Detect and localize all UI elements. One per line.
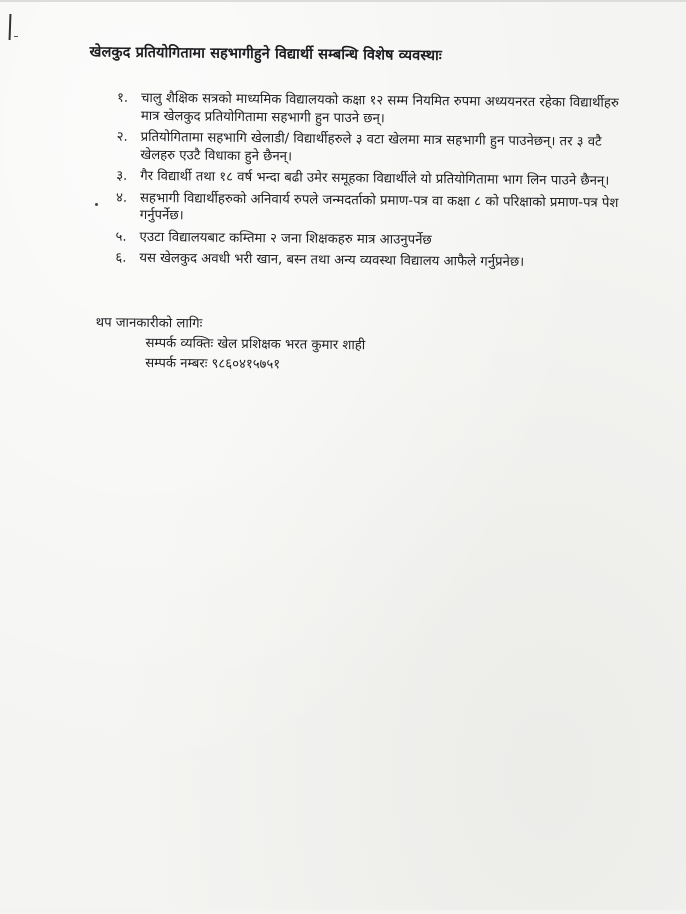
list-item <box>116 168 621 191</box>
list-item-text: यस खेलकुद अवधी भरी खान, बस्न तथा अन्य व्यवस्था विद्यालय आफैले गर्नुप्रनेछ। <box>139 250 525 270</box>
list-item <box>115 250 620 273</box>
list-item-text: गैर विद्यार्थी तथा १८ वर्ष भन्दा बढी उमेर समूहका विद्यार्थीले यो प्रतियोगितामा भाग लिन पाउने छैनन्। <box>140 168 610 189</box>
list-item-text: चालु शैक्षिक सत्रको माध्यमिक विद्यालयको कक्षा १२ सम्म नियमित रुपमा अध्ययनरत रहेका विद्यार्थीहरु मात्र खेलकुद प्रतियोगितामा सहभागी हुन पाउने छन्। <box>140 90 619 126</box>
list-item-text: प्रतियोगितामा सहभागि खेलाडी/ विद्यार्थीहरुले ३ वटा खेलमा मात्र सहभागी हुन पाउनेछन्। तर ३ वटै खेलहरु एउटै विधाका हुने छैनन्। <box>140 129 602 164</box>
list-item-number: ६. <box>115 250 127 266</box>
list-item <box>116 129 621 169</box>
list-item-number: २. <box>116 129 128 145</box>
contact-intro: थप जानकारीको लागिः <box>95 315 203 332</box>
list-item-number: १. <box>116 90 129 106</box>
list-item-text: सहभागी विद्यार्थीहरुको अनिवार्य रुपले जन्मदर्ताको प्रमाण-पत्र वा कक्षा ८ को परिक्षाको प्रमाण-पत्र पेश गर्नुपर्नेछ। <box>139 190 619 224</box>
list-item-number: ४. <box>115 190 128 206</box>
list-item <box>117 90 622 130</box>
document-heading: खेलकुद प्रतियोगितामा सहभागीहुने विद्यार्थी सम्बन्धि विशेष व्यवस्थाः <box>89 44 442 65</box>
list-item-number: ३. <box>116 168 128 184</box>
list-item <box>116 228 621 251</box>
list-item-text: एउटा विद्यालयबाट कम्तिमा २ जना शिक्षकहरु मात्र आउनुपर्नेछ <box>139 229 432 248</box>
rules-list <box>115 90 622 277</box>
list-item-number: ५. <box>115 229 127 245</box>
contact-number: सम्पर्क नम्बरः ९८६०४१५७५१ <box>145 355 281 373</box>
contact-section <box>95 313 365 376</box>
contact-person: सम्पर्क व्यक्तिः खेल प्रशिक्षक भरत कुमार शाही <box>145 335 366 354</box>
list-item <box>116 189 621 229</box>
